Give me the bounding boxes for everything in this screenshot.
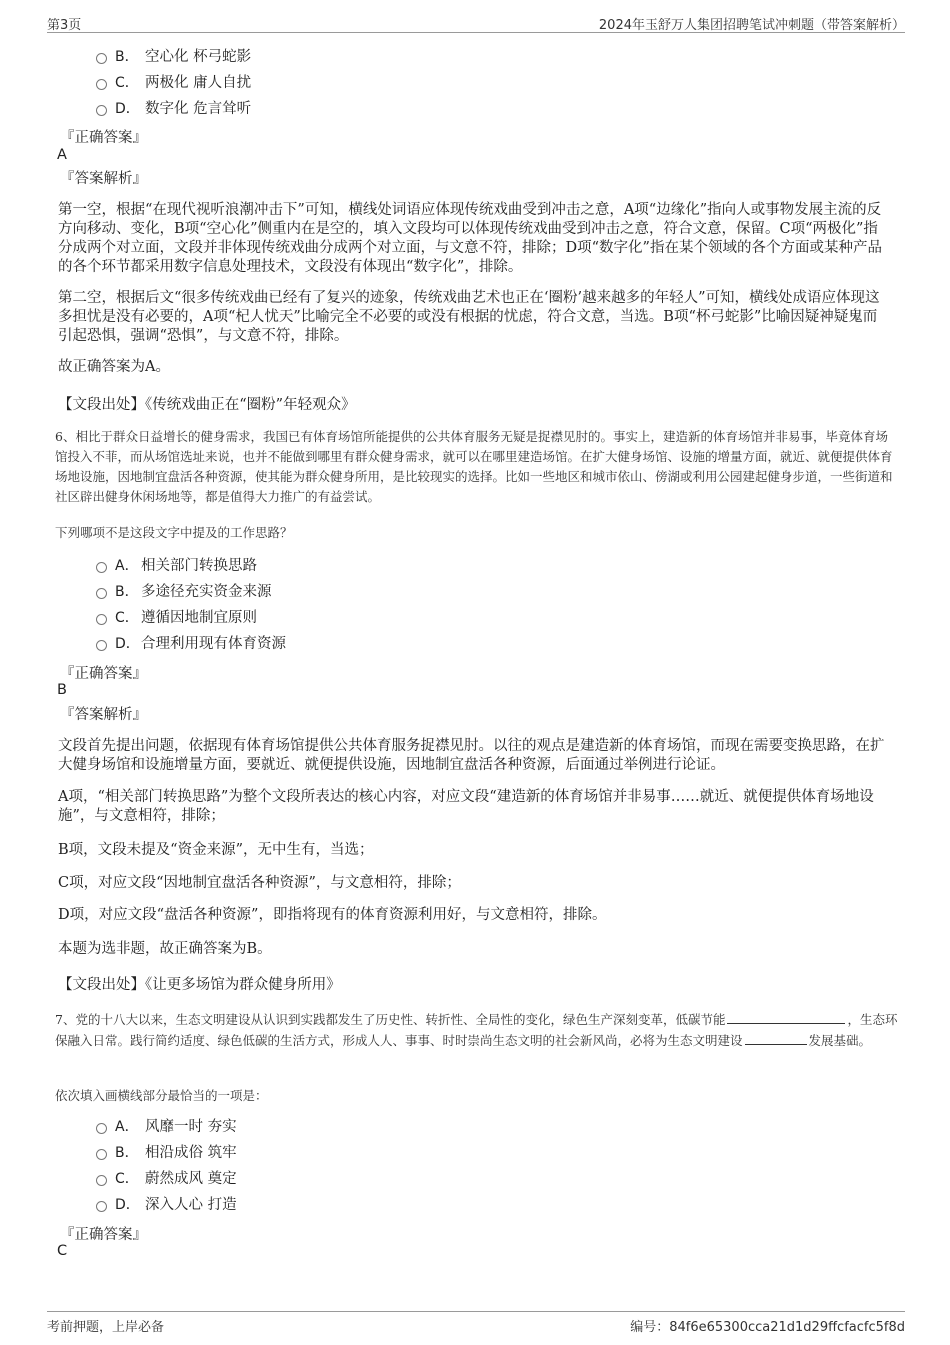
document-title: 2024年玉舒万人集团招聘笔试冲刺题（带答案解析） xyxy=(598,18,905,33)
radio-icon[interactable] xyxy=(96,1201,107,1212)
q6-answer: B xyxy=(57,682,67,698)
q7-question: 依次填入画横线部分最恰当的一项是： xyxy=(55,1088,268,1103)
q6-passage: 6、相比于群众日益增长的健身需求，我国已有体育场馆所能提供的公共体育服务无疑是捉襟见肘的。事实上，建造新的体育场馆并非易事，毕竟体育场馆投入不菲，而从场馆选址来说，也并不能做到哪里有群众健身需求，就可以在哪里建造场馆。在扩大健身场馆、设施的增量方面，就近、就便提供体育场地设施，因地制宜盘活各种资源，使其能为群众健身所用，是比较现实的选择。比如一些地区和城市依山、傍湖或利用公园建起健身步道，一些街道和社区辟出健身休闲场地等，都是值得大力推广的有益尝试。 xyxy=(55,429,893,504)
blank-2 xyxy=(745,1030,807,1045)
radio-icon[interactable] xyxy=(96,588,107,599)
q7-option-c[interactable]: C． 蔚然成风 奠定 xyxy=(96,1169,237,1189)
analysis-label: 『答案解析』 xyxy=(60,707,147,723)
q7-answer: C xyxy=(57,1243,68,1259)
radio-icon[interactable] xyxy=(96,53,107,64)
radio-icon[interactable] xyxy=(96,1123,107,1134)
q6-analysis-4: C项，对应文段“因地制宜盘活各种资源”，与文意相符，排除； xyxy=(58,875,461,891)
page-number: 第3页 xyxy=(47,18,82,33)
q6-analysis-2: A项，“相关部门转换思路”为整个文段所表达的核心内容，对应文段“建造新的体育场馆并非易事……就近、就便提供体育场地设施”，与文意相符，排除； xyxy=(58,789,874,824)
radio-icon[interactable] xyxy=(96,562,107,573)
q5-analysis-2: 第二空，根据后文“很多传统戏曲已经有了复兴的迹象，传统戏曲艺术也正在‘圈粉’越来越多的年轻人”可知，横线处成语应体现这多担忧是没有必要的，A项“杞人忧天”比喻完全不必要的或没有根据的忧虑，符合文意，当选。B项“杯弓蛇影”比喻因疑神疑鬼而引起恐惧，强调“恐惧”，与文意不符，排除。 xyxy=(58,290,880,344)
q6-analysis-3: B项，文段未提及“资金来源”，无中生有，当选； xyxy=(58,842,374,858)
q5-answer: A xyxy=(57,147,67,163)
q6-analysis-6: 本题为选非题，故正确答案为B。 xyxy=(58,941,272,957)
blank-1 xyxy=(727,1009,845,1024)
correct-answer-label: 『正确答案』 xyxy=(60,130,147,146)
q6-analysis-1: 文段首先提出问题，依据现有体育场馆提供公共体育服务捉襟见肘。以往的观点是建造新的体育场馆，而现在需要变换思路，在扩大健身场馆和设施增量方面，要就近、就便提供设施，因地制宜盘活各种资源，后面通过举例进行论证。 xyxy=(58,738,885,773)
q5-option-b[interactable]: B． 空心化 杯弓蛇影 xyxy=(96,47,251,67)
footer-slogan: 考前押题，上岸必备 xyxy=(47,1320,165,1335)
radio-icon[interactable] xyxy=(96,614,107,625)
q5-option-d[interactable]: D． 数字化 危言耸听 xyxy=(96,99,251,119)
radio-icon[interactable] xyxy=(96,105,107,116)
radio-icon[interactable] xyxy=(96,1149,107,1160)
q7-option-b[interactable]: B． 相沿成俗 筑牢 xyxy=(96,1143,237,1163)
document-id: 编号：84f6e65300cca21d1d29ffcfacfc5f8d xyxy=(630,1320,905,1335)
analysis-label: 『答案解析』 xyxy=(60,171,147,187)
q7-option-d[interactable]: D． 深入人心 打造 xyxy=(96,1195,237,1215)
q6-source: 【文段出处】《让更多场馆为群众健身所用》 xyxy=(58,977,341,993)
q7-option-a[interactable]: A． 风靡一时 夯实 xyxy=(96,1117,237,1137)
page-header xyxy=(47,14,905,33)
radio-icon[interactable] xyxy=(96,1175,107,1186)
q7-passage: 7、党的十八大以来，生态文明建设从认识到实践都发生了历史性、转折性、全局性的变化，绿色生产深刻变革，低碳节能 ，生态环保融入日常。践行简约适度、绿色低碳的生活方式，形成人人、事事、时时崇尚生态文明的社会新风尚，必将为生态文明建设 发展基础。 xyxy=(55,1009,900,1051)
correct-answer-label: 『正确答案』 xyxy=(60,1227,147,1243)
correct-answer-label: 『正确答案』 xyxy=(60,666,147,682)
q6-question: 下列哪项不是这段文字中提及的工作思路？ xyxy=(55,525,293,540)
q5-source: 【文段出处】《传统戏曲正在“圈粉”年轻观众》 xyxy=(58,397,356,413)
q5-analysis-1: 第一空，根据“在现代视听浪潮冲击下”可知，横线处词语应体现传统戏曲受到冲击之意，A项“边缘化”指向人或事物发展主流的反方向移动、变化，B项“空心化”侧重内在是空的，填入文段均可以体现传统戏曲受到冲击之意，符合文意，保留。C项“两极化”指分成两个对立面，文段并非体现传统戏曲分成两个对立面，与文意不符，排除；D项“数字化”指在某个领域的各个方面或某种产品的各个环节都采用数字信息处理技术，文段没有体现出“数字化”，排除。 xyxy=(58,202,882,275)
page-footer xyxy=(47,1311,905,1334)
q5-option-c[interactable]: C． 两极化 庸人自扰 xyxy=(96,73,251,93)
q6-option-b[interactable]: B． 多途径充实资金来源 xyxy=(96,582,272,602)
q5-analysis-3: 故正确答案为A。 xyxy=(58,359,170,375)
radio-icon[interactable] xyxy=(96,640,107,651)
radio-icon[interactable] xyxy=(96,79,107,90)
q6-option-c[interactable]: C． 遵循因地制宜原则 xyxy=(96,608,257,628)
q6-analysis-5: D项，对应文段“盘活各种资源”，即指将现有的体育资源利用好，与文意相符，排除。 xyxy=(58,907,607,923)
q6-option-d[interactable]: D．合理利用现有体育资源 xyxy=(96,634,286,654)
q6-option-a[interactable]: A． 相关部门转换思路 xyxy=(96,556,257,576)
